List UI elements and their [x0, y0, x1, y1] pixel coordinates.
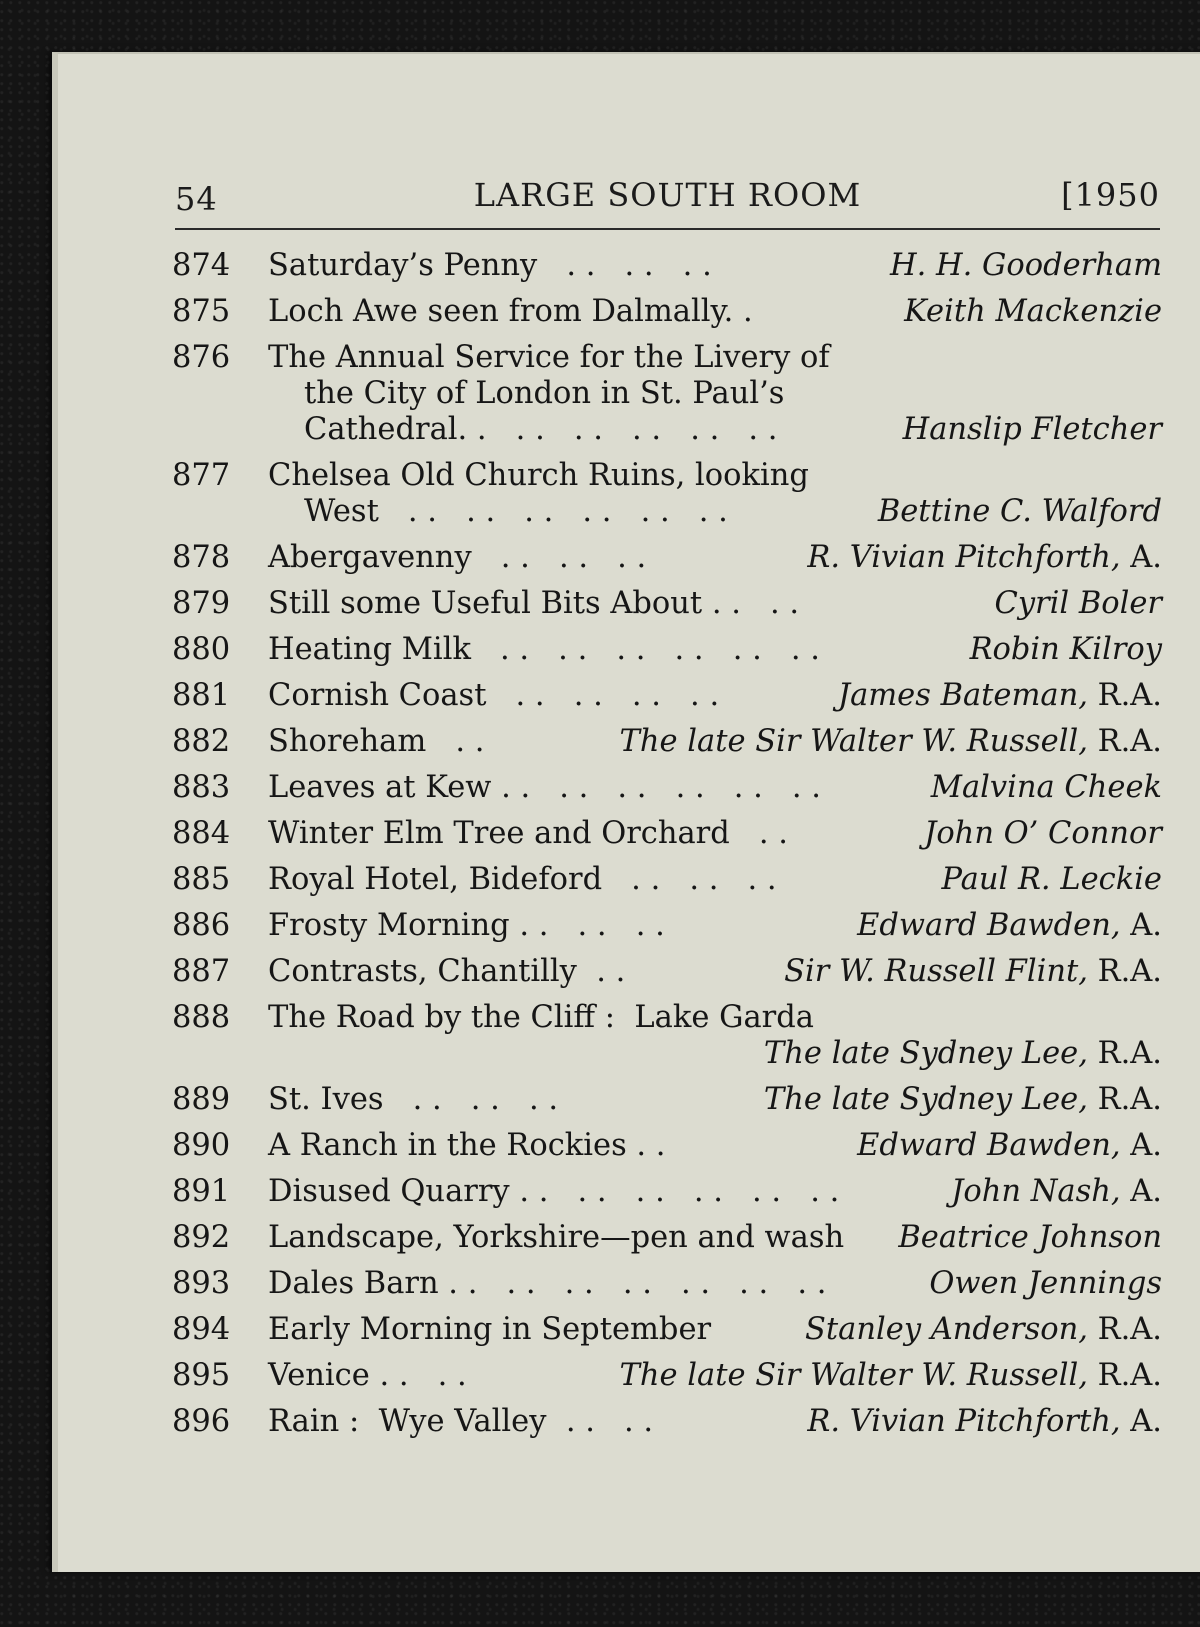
entry-title-line: Still some Useful Bits About . . . . [268, 586, 800, 621]
artist-name: Keith Mackenzie [904, 294, 1162, 329]
entry-artist [904, 294, 1162, 330]
entry-title-line: Heating Milk . . . . . . . . . . . . [268, 632, 820, 667]
entry-title-line: Frosty Morning . . . . . . [268, 908, 665, 943]
artist-name: R. Vivian Pitchforth, [807, 1404, 1121, 1439]
entry-title-line: Abergavenny . . . . . . [268, 540, 647, 575]
catalogue-entry [172, 816, 1162, 852]
entry-title-line: Royal Hotel, Bideford . . . . . . [268, 862, 777, 897]
catalogue-entry [172, 1220, 1162, 1256]
artist-honour: A. [1120, 908, 1162, 943]
artist-name: The late Sir Walter W. Russell, [619, 1358, 1088, 1393]
entry-number: 874 [172, 248, 231, 283]
artist-name: Robin Kilroy [969, 632, 1162, 667]
year-label: [1950 [1061, 176, 1160, 214]
artist-name: Edward Bawden, [857, 908, 1121, 943]
entry-artist [857, 908, 1162, 944]
catalogue-entry [172, 1082, 1162, 1118]
entry-number: 895 [172, 1358, 231, 1393]
entry-number: 880 [172, 632, 231, 667]
entry-artist [942, 862, 1162, 898]
artist-name: The late Sir Walter W. Russell, [619, 724, 1088, 759]
entry-artist [807, 540, 1162, 576]
entry-title-line: The Road by the Cliff : Lake Garda [268, 1000, 814, 1035]
entry-number: 882 [172, 724, 231, 759]
catalogue-entry [172, 1174, 1162, 1210]
entry-title-line: A Ranch in the Rockies . . [268, 1128, 666, 1163]
catalogue-entry [172, 540, 1162, 576]
artist-honour: A. [1120, 540, 1162, 575]
catalogue-entry [172, 1358, 1162, 1394]
entry-artist [805, 1312, 1162, 1348]
entry-title-line: Dales Barn . . . . . . . . . . . . . . [268, 1266, 827, 1301]
artist-name: John Nash, [951, 1174, 1121, 1209]
catalogue-entry [172, 908, 1162, 944]
entry-number: 881 [172, 678, 231, 713]
entry-number: 884 [172, 816, 231, 851]
catalogue-entry [172, 678, 1162, 714]
catalogue-entry [172, 586, 1162, 622]
entry-number: 893 [172, 1266, 231, 1301]
entry-number: 887 [172, 954, 231, 989]
entry-title-line: Leaves at Kew . . . . . . . . . . . . [268, 770, 822, 805]
entry-title-line: Venice . . . . [268, 1358, 467, 1393]
entry-title-line: the City of London in St. Paul’s [304, 376, 785, 411]
artist-name: James Bateman, [837, 678, 1088, 713]
entry-artist [878, 494, 1162, 530]
entry-artist [857, 1128, 1162, 1164]
entry-number: 875 [172, 294, 231, 329]
artist-honour: R.A. [1087, 1036, 1162, 1071]
catalogue-entry [172, 862, 1162, 898]
entry-artist [784, 954, 1162, 990]
entry-title-line: Winter Elm Tree and Orchard . . [268, 816, 788, 851]
entry-title-line: Shoreham . . [268, 724, 485, 759]
catalogue-entry [172, 770, 1162, 806]
entry-number: 883 [172, 770, 231, 805]
entry-number: 877 [172, 458, 231, 493]
entry-number: 876 [172, 340, 231, 375]
artist-name: Owen Jennings [929, 1266, 1162, 1301]
entry-title-line: The Annual Service for the Livery of [268, 340, 830, 375]
artist-honour: A. [1120, 1404, 1162, 1439]
page-header [175, 170, 1160, 220]
entry-number: 890 [172, 1128, 231, 1163]
catalogue-entry [172, 458, 1162, 530]
catalogue-entry [172, 340, 1162, 448]
catalogue-entry [172, 1000, 1162, 1072]
entry-title-line: Chelsea Old Church Ruins, looking [268, 458, 809, 493]
header-rule [175, 228, 1160, 230]
artist-name: Stanley Anderson, [805, 1312, 1088, 1347]
entry-number: 878 [172, 540, 231, 575]
entry-artist [951, 1174, 1162, 1210]
entry-artist [764, 1036, 1162, 1072]
entry-artist [970, 632, 1162, 668]
entry-number: 886 [172, 908, 231, 943]
artist-name: Bettine C. Walford [877, 494, 1162, 529]
artist-honour: R.A. [1087, 1082, 1162, 1117]
catalogue-entry [172, 1128, 1162, 1164]
entry-artist [994, 586, 1162, 622]
entry-title-line: Cathedral. . . . . . . . . . . . [304, 412, 778, 447]
entry-artist [620, 1358, 1162, 1394]
entry-artist [903, 412, 1162, 448]
entry-artist [924, 816, 1162, 852]
artist-honour: A. [1120, 1174, 1162, 1209]
catalogue-entry [172, 1404, 1162, 1440]
entry-number: 889 [172, 1082, 231, 1117]
entry-title-line: Rain : Wye Valley . . . . [268, 1404, 654, 1439]
artist-name: Sir W. Russell Flint, [784, 954, 1088, 989]
artist-honour: R.A. [1087, 678, 1162, 713]
catalogue-entry [172, 954, 1162, 990]
entry-artist [931, 770, 1162, 806]
entry-artist [890, 248, 1162, 284]
entry-number: 879 [172, 586, 231, 621]
catalogue-entry [172, 724, 1162, 760]
artist-name: The late Sydney Lee, [763, 1082, 1088, 1117]
entry-number: 892 [172, 1220, 231, 1255]
entry-number: 896 [172, 1404, 231, 1439]
artist-name: Edward Bawden, [857, 1128, 1121, 1163]
catalogue-entry [172, 1312, 1162, 1348]
artist-name: R. Vivian Pitchforth, [807, 540, 1121, 575]
entry-artist [620, 724, 1162, 760]
page-title: LARGE SOUTH ROOM [473, 176, 862, 214]
catalogue-entry [172, 248, 1162, 284]
artist-name: Paul R. Leckie [941, 862, 1162, 897]
catalogue-entry [172, 632, 1162, 668]
entry-number: 888 [172, 1000, 231, 1035]
artist-name: Hanslip Fletcher [902, 412, 1162, 447]
entry-number: 894 [172, 1312, 231, 1347]
entry-title-line: St. Ives . . . . . . [268, 1082, 559, 1117]
artist-honour: R.A. [1087, 724, 1162, 759]
entry-artist [838, 678, 1162, 714]
entry-title-line: West . . . . . . . . . . . . [304, 494, 728, 529]
entry-title-line: Landscape, Yorkshire—pen and wash [268, 1220, 845, 1255]
page-number: 54 [175, 180, 218, 218]
entry-title-line: Loch Awe seen from Dalmally. . [268, 294, 753, 329]
entry-artist [807, 1404, 1162, 1440]
entry-number: 885 [172, 862, 231, 897]
artist-honour: R.A. [1087, 1312, 1162, 1347]
artist-name: H. H. Gooderham [890, 248, 1162, 283]
catalogue-entry [172, 1266, 1162, 1302]
artist-name: John O’ Connor [924, 816, 1162, 851]
artist-honour: A. [1120, 1128, 1162, 1163]
entry-artist [929, 1266, 1162, 1302]
entry-artist [764, 1082, 1162, 1118]
entry-artist [898, 1220, 1162, 1256]
artist-name: The late Sydney Lee, [763, 1036, 1088, 1071]
entry-number: 891 [172, 1174, 231, 1209]
artist-name: Cyril Boler [994, 586, 1162, 621]
entry-title-line: Saturday’s Penny . . . . . . [268, 248, 712, 283]
artist-honour: R.A. [1087, 954, 1162, 989]
entry-title-line: Disused Quarry . . . . . . . . . . . . [268, 1174, 840, 1209]
artist-name: Beatrice Johnson [898, 1220, 1162, 1255]
entry-title-line: Cornish Coast . . . . . . . . [268, 678, 720, 713]
entry-title-line: Early Morning in September [268, 1312, 712, 1347]
catalogue-entry [172, 294, 1162, 330]
artist-name: Malvina Cheek [930, 770, 1162, 805]
artist-honour: R.A. [1087, 1358, 1162, 1393]
entry-title-line: Contrasts, Chantilly . . [268, 954, 626, 989]
entry-list [172, 248, 1162, 1450]
